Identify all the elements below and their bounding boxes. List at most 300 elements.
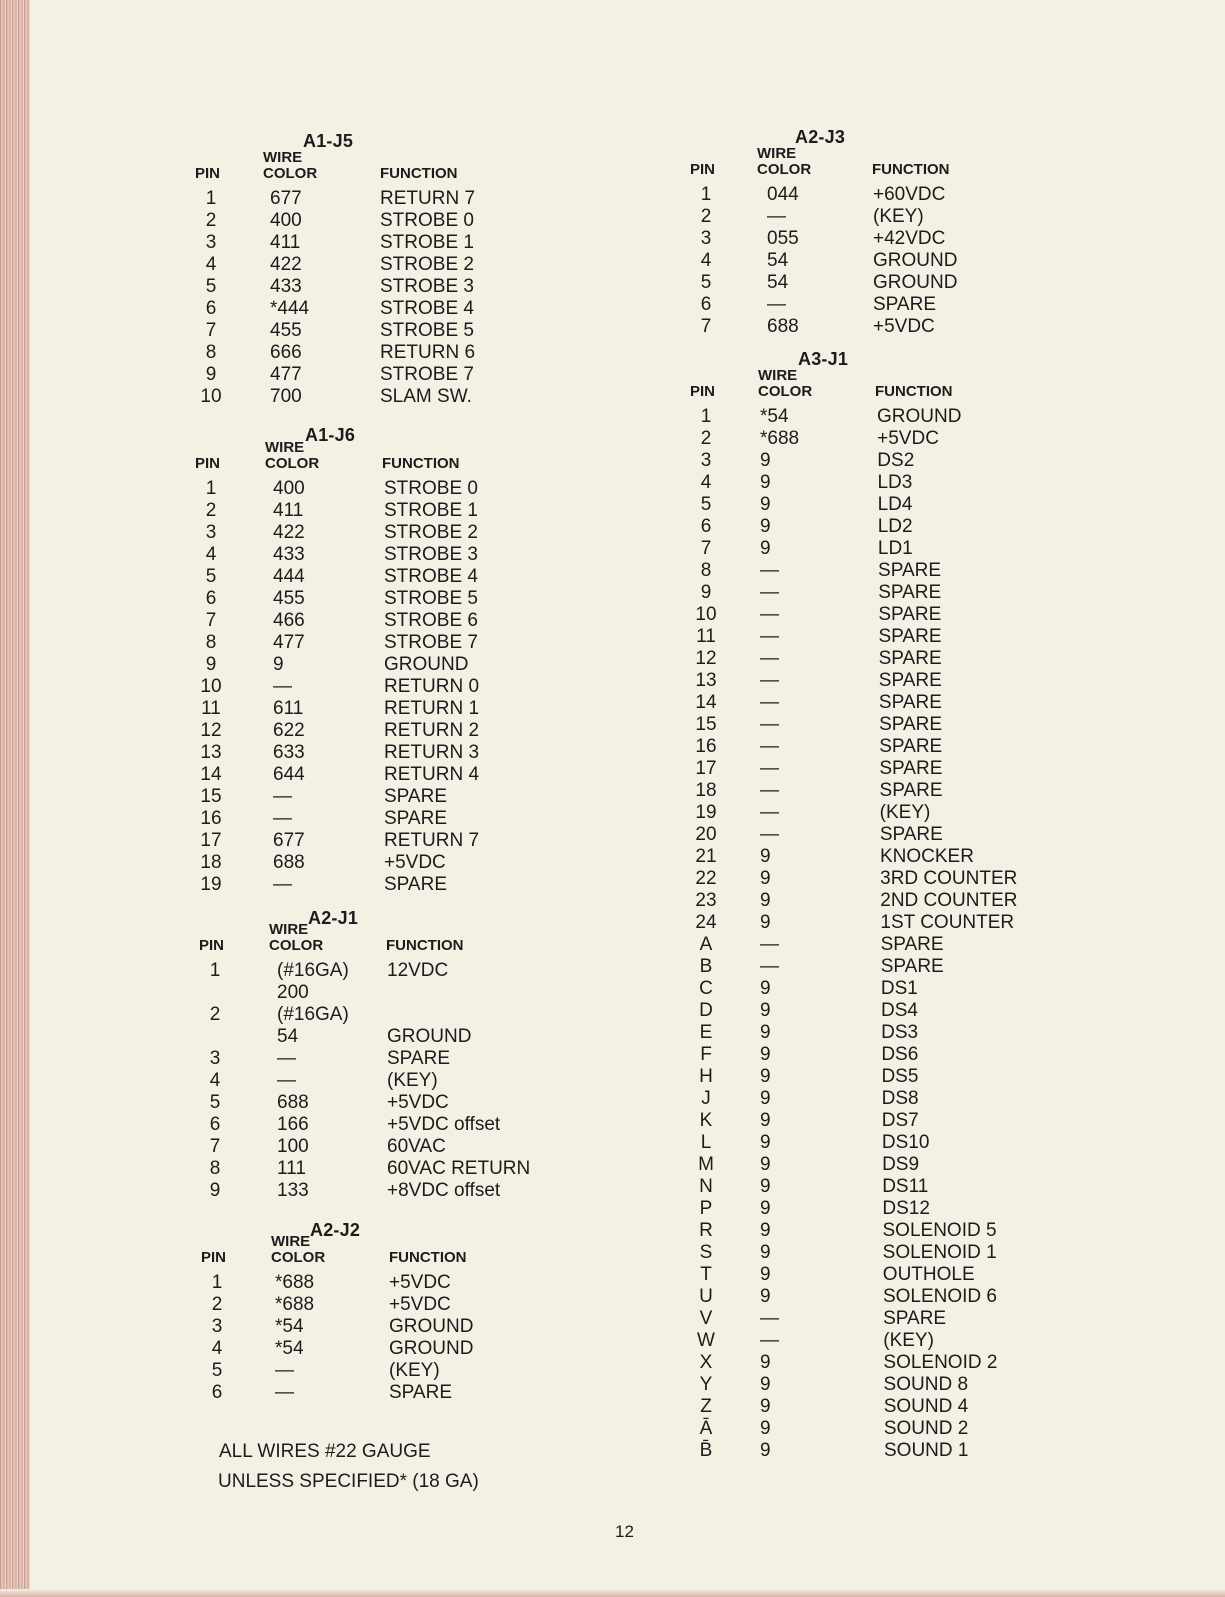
table-title: A2-J3: [795, 127, 846, 147]
wire-color-cell: —: [760, 604, 779, 625]
function-cell: SPARE: [878, 692, 942, 713]
pin-cell: Y: [699, 1374, 713, 1395]
pin-cell: 5: [205, 276, 217, 297]
function-cell: SPARE: [879, 736, 943, 757]
pin-cell: 7: [205, 610, 217, 631]
header-color: COLOR: [263, 165, 318, 182]
table-row: [195, 1294, 615, 1316]
wire-color-cell: 622: [273, 720, 305, 741]
pin-cell: 8: [205, 632, 217, 653]
header-pin: PIN: [195, 455, 221, 472]
pin-cell: L: [700, 1132, 712, 1153]
function-cell: RETURN 3: [384, 742, 480, 763]
wire-color-cell: 422: [270, 254, 302, 275]
function-cell: 2ND COUNTER: [880, 890, 1018, 911]
table-row: [690, 736, 1110, 758]
function-cell: STROBE 2: [384, 522, 478, 543]
function-cell: DS6: [881, 1044, 919, 1065]
table-row: [195, 764, 615, 786]
pin-cell: 5: [700, 272, 712, 293]
pin-cell: 17: [695, 758, 717, 779]
function-cell: 60VAC RETURN: [387, 1158, 531, 1179]
table-row: [195, 254, 615, 276]
pin-cell: X: [699, 1352, 713, 1373]
pin-cell: 11: [201, 698, 221, 719]
function-cell: GROUND: [387, 1026, 472, 1047]
function-cell: LD2: [877, 516, 913, 537]
pin-cell: 2: [211, 1294, 223, 1315]
function-cell: DS12: [882, 1198, 930, 1219]
function-cell: RETURN 4: [384, 764, 480, 785]
pin-cell: R: [699, 1220, 713, 1241]
pin-cell: 4: [209, 1070, 221, 1091]
function-cell: SPARE: [384, 874, 448, 895]
wire-color-cell: 9: [760, 1264, 771, 1285]
function-cell: SPARE: [879, 758, 943, 779]
wire-color-cell: 9: [760, 1418, 771, 1439]
pin-cell: Ā: [699, 1418, 713, 1439]
function-cell: SPARE: [879, 714, 943, 735]
wire-color-cell: —: [273, 676, 292, 697]
pin-cell: 14: [695, 692, 717, 713]
wire-color-cell: —: [760, 1308, 779, 1329]
function-cell: 60VAC: [387, 1136, 446, 1157]
function-cell: SOLENOID 2: [883, 1352, 998, 1373]
pin-cell: 9: [205, 654, 217, 675]
table-row: [195, 632, 615, 654]
wire-color-cell: 677: [273, 830, 305, 851]
wire-color-cell: 9: [760, 538, 771, 559]
gauge-note-line-2: UNLESS SPECIFIED* (18 GA): [218, 1471, 479, 1492]
header-wire: WIRE: [265, 439, 305, 456]
table-row: [690, 472, 1110, 494]
pin-cell: 7: [205, 320, 217, 341]
pin-cell: 12: [695, 648, 717, 669]
pin-cell: 20: [695, 824, 717, 845]
table-row: [690, 428, 1110, 450]
wire-color-cell: —: [760, 1330, 779, 1351]
table-row: [690, 1198, 1110, 1220]
function-cell: SPARE: [878, 648, 942, 669]
table-row: [195, 342, 615, 364]
wire-color-cell: 466: [273, 610, 305, 631]
table-row: [690, 1132, 1110, 1154]
wire-color-cell: 700: [270, 386, 302, 407]
header-color: COLOR: [265, 455, 320, 472]
function-cell: OUTHOLE: [882, 1264, 975, 1285]
wire-color-cell: 9: [760, 472, 771, 493]
wire-color-cell: *688: [275, 1272, 315, 1293]
table-row: [195, 1272, 615, 1294]
wire-color-cell: 688: [767, 316, 799, 337]
wire-color-cell: 477: [273, 632, 305, 653]
pin-cell: 7: [700, 538, 712, 559]
pin-cell: F: [700, 1044, 712, 1065]
table-row: [195, 830, 615, 852]
table-title: A3-J1: [798, 349, 849, 369]
pin-cell: 15: [695, 714, 717, 735]
wire-color-cell: 411: [270, 232, 301, 253]
table-row: [195, 1158, 615, 1180]
wire-color-cell: 9: [760, 1066, 771, 1087]
table-row: [195, 610, 615, 632]
wire-color-cell: 9: [760, 868, 771, 889]
pin-cell: 15: [200, 786, 222, 807]
wire-color-cell: 444: [273, 566, 305, 587]
function-cell: +5VDC offset: [387, 1114, 501, 1135]
table-row: [195, 1316, 615, 1338]
wire-color-cell: 9: [760, 1044, 771, 1065]
pin-cell: 9: [209, 1180, 221, 1201]
table-row: [195, 364, 615, 386]
table-row: [195, 874, 615, 896]
table-row: [690, 868, 1110, 890]
function-cell: +5VDC: [877, 428, 939, 449]
table-row: [195, 720, 615, 742]
pin-cell: 16: [200, 808, 222, 829]
pin-cell: H: [699, 1066, 713, 1087]
function-cell: STROBE 6: [384, 610, 478, 631]
function-cell: RETURN 7: [380, 188, 476, 209]
function-cell: 1ST COUNTER: [880, 912, 1015, 933]
function-cell: +5VDC: [387, 1092, 449, 1113]
table-row: [690, 1286, 1110, 1308]
table-row: [690, 1088, 1110, 1110]
wire-color-cell: 200: [277, 982, 309, 1003]
table-row: [195, 210, 615, 232]
wire-color-cell: 166: [277, 1114, 309, 1135]
pin-cell: 1: [205, 478, 217, 499]
page-bottom-edge: [0, 1589, 1225, 1597]
function-cell: +5VDC: [389, 1272, 451, 1293]
function-cell: RETURN 0: [384, 676, 480, 697]
pin-cell: 6: [205, 588, 217, 609]
wire-color-cell: 433: [273, 544, 305, 565]
wire-color-cell: 9: [760, 1352, 771, 1373]
function-cell: DS9: [882, 1154, 920, 1175]
function-cell: GROUND: [873, 272, 958, 293]
table-row: [690, 1176, 1110, 1198]
table-row: [690, 626, 1110, 648]
table-row: [195, 276, 615, 298]
function-cell: SPARE: [880, 934, 944, 955]
function-cell: SPARE: [878, 604, 942, 625]
wire-color-cell: 9: [273, 654, 284, 675]
table-row: [690, 670, 1110, 692]
table-row: [690, 846, 1110, 868]
table-row: [690, 1242, 1110, 1264]
pin-cell: 3: [205, 232, 217, 253]
table-row: [195, 960, 615, 982]
pin-cell: 9: [700, 582, 712, 603]
pin-cell: 3: [209, 1048, 221, 1069]
function-cell: SPARE: [883, 1308, 947, 1329]
wire-color-cell: 044: [767, 184, 799, 205]
function-cell: SPARE: [878, 670, 942, 691]
table-row: [690, 1154, 1110, 1176]
header-color: COLOR: [269, 937, 324, 954]
function-cell: DS11: [882, 1176, 929, 1197]
function-cell: SPARE: [878, 560, 942, 581]
wire-color-cell: 133: [277, 1180, 309, 1201]
table-row: [690, 1022, 1110, 1044]
pin-cell: E: [699, 1022, 713, 1043]
function-cell: SPARE: [879, 824, 943, 845]
function-cell: RETURN 7: [384, 830, 480, 851]
wire-color-cell: —: [760, 626, 779, 647]
function-cell: GROUND: [389, 1338, 474, 1359]
function-cell: DS1: [880, 978, 918, 999]
function-cell: +8VDC offset: [387, 1180, 501, 1201]
header-color: COLOR: [758, 383, 813, 400]
pin-cell: 9: [205, 364, 217, 385]
function-cell: SOUND 4: [883, 1396, 969, 1417]
table-row: [195, 522, 615, 544]
pin-cell: D: [699, 1000, 713, 1021]
table-title: A2-J1: [308, 908, 359, 928]
wire-color-cell: 9: [760, 1374, 771, 1395]
pin-cell: C: [699, 978, 713, 999]
function-cell: SPARE: [384, 808, 448, 829]
table-row: [195, 386, 615, 408]
table-row: [195, 1180, 615, 1202]
function-cell: SOUND 8: [883, 1374, 969, 1395]
pin-cell: 6: [700, 294, 712, 315]
table-row: [690, 228, 1110, 250]
function-cell: STROBE 3: [384, 544, 478, 565]
function-cell: (KEY): [389, 1360, 440, 1381]
header-pin: PIN: [201, 1249, 227, 1266]
table-row: [690, 692, 1110, 714]
header-wire: WIRE: [271, 1233, 311, 1250]
table-row: [690, 1264, 1110, 1286]
function-cell: SPARE: [384, 786, 448, 807]
function-cell: STROBE 3: [380, 276, 474, 297]
pin-cell: 3: [205, 522, 217, 543]
function-cell: SOUND 1: [884, 1440, 969, 1461]
wire-color-cell: *54: [275, 1316, 304, 1337]
wire-color-cell: *688: [275, 1294, 315, 1315]
pin-cell: 16: [695, 736, 717, 757]
wire-color-cell: —: [273, 808, 292, 829]
pin-cell: 2: [205, 500, 217, 521]
function-cell: STROBE 5: [384, 588, 478, 609]
wire-color-cell: 055: [767, 228, 799, 249]
wire-color-cell: 9: [760, 1396, 771, 1417]
function-cell: +5VDC: [873, 316, 935, 337]
table-row: [690, 184, 1110, 206]
table-row: [690, 824, 1110, 846]
pin-cell: Z: [700, 1396, 712, 1417]
wire-color-cell: 666: [270, 342, 302, 363]
wire-color-cell: —: [273, 874, 292, 895]
wire-color-cell: —: [760, 714, 779, 735]
pin-cell: 2: [205, 210, 217, 231]
wire-color-cell: *54: [275, 1338, 304, 1359]
table-row: [690, 802, 1110, 824]
pin-cell: M: [698, 1154, 714, 1175]
pin-cell: 8: [700, 560, 712, 581]
wire-color-cell: —: [760, 824, 779, 845]
function-cell: SOLENOID 5: [882, 1220, 997, 1241]
table-title: A1-J5: [303, 131, 354, 151]
function-cell: DS7: [881, 1110, 919, 1131]
pin-cell: 5: [700, 494, 712, 515]
header-color: COLOR: [757, 161, 812, 178]
wire-color-cell: 9: [760, 1110, 771, 1131]
table-row: [195, 1136, 615, 1158]
wire-color-cell: 9: [760, 890, 771, 911]
table-row: [195, 1026, 615, 1048]
function-cell: SPARE: [879, 780, 943, 801]
table-row: [195, 566, 615, 588]
wire-color-cell: 688: [273, 852, 305, 873]
table-row: [690, 714, 1110, 736]
pin-cell: 6: [205, 298, 217, 319]
pin-cell: 5: [211, 1360, 223, 1381]
wire-color-cell: 688: [277, 1092, 309, 1113]
wire-color-cell: —: [760, 560, 779, 581]
function-cell: STROBE 5: [380, 320, 474, 341]
pin-cell: U: [699, 1286, 713, 1307]
function-cell: DS5: [881, 1066, 919, 1087]
pin-cell: 5: [205, 566, 217, 587]
table-row: [690, 912, 1110, 934]
wire-color-cell: —: [275, 1360, 294, 1381]
wire-color-cell: —: [760, 582, 779, 603]
table-row: [195, 320, 615, 342]
function-cell: 12VDC: [387, 960, 449, 981]
pin-cell: 10: [695, 604, 717, 625]
wire-color-cell: 9: [760, 912, 771, 933]
wire-color-cell: —: [760, 758, 779, 779]
table-row: [690, 1044, 1110, 1066]
pin-cell: 8: [205, 342, 217, 363]
function-cell: +5VDC: [384, 852, 446, 873]
wire-color-cell: —: [767, 294, 786, 315]
function-cell: STROBE 7: [384, 632, 478, 653]
table-row: [195, 1360, 615, 1382]
function-cell: KNOCKER: [879, 846, 974, 867]
header-wire: WIRE: [757, 145, 797, 162]
table-row: [195, 786, 615, 808]
wire-color-cell: —: [760, 802, 779, 823]
pin-cell: W: [697, 1330, 715, 1351]
function-cell: GROUND: [384, 654, 469, 675]
header-pin: PIN: [195, 165, 221, 182]
table-row: [690, 1000, 1110, 1022]
function-cell: SPARE: [387, 1048, 451, 1069]
wire-color-cell: —: [760, 736, 779, 757]
table-row: [195, 698, 615, 720]
function-cell: SPARE: [389, 1382, 453, 1403]
table-row: [690, 1418, 1110, 1440]
pin-cell: J: [701, 1088, 711, 1109]
wire-color-cell: 9: [760, 450, 771, 471]
function-cell: DS8: [881, 1088, 919, 1109]
pin-cell: 7: [700, 316, 712, 337]
table-row: [195, 232, 615, 254]
pin-cell: S: [699, 1242, 713, 1263]
table-row: [690, 1352, 1110, 1374]
pin-cell: 4: [211, 1338, 223, 1359]
table-row: [690, 648, 1110, 670]
table-row: [690, 406, 1110, 428]
table-row: [690, 582, 1110, 604]
table-row: [195, 852, 615, 874]
table-row: [195, 544, 615, 566]
table-row: [690, 1440, 1110, 1462]
pin-cell: 2: [700, 206, 712, 227]
pin-cell: 3: [700, 228, 712, 249]
wire-color-cell: 9: [760, 1154, 771, 1175]
table-row: [195, 1114, 615, 1136]
wire-color-cell: 100: [277, 1136, 309, 1157]
pin-cell: B: [699, 956, 713, 977]
table-row: [690, 1308, 1110, 1330]
pin-cell: 1: [205, 188, 217, 209]
table-row: [690, 450, 1110, 472]
pin-cell: 1: [700, 184, 712, 205]
wire-color-cell: —: [760, 956, 779, 977]
wire-color-cell: 9: [760, 846, 771, 867]
wire-color-cell: 9: [760, 1022, 771, 1043]
wire-color-cell: 433: [270, 276, 302, 297]
function-cell: STROBE 0: [384, 478, 478, 499]
table-row: [690, 516, 1110, 538]
table-row: [690, 294, 1110, 316]
wire-color-cell: 9: [760, 1242, 771, 1263]
pin-cell: A: [699, 934, 713, 955]
function-cell: STROBE 7: [380, 364, 474, 385]
function-cell: SPARE: [873, 294, 937, 315]
pin-cell: 21: [695, 846, 717, 867]
pin-cell: 2: [700, 428, 712, 449]
table-row: [690, 978, 1110, 1000]
table-row: [690, 1396, 1110, 1418]
wire-color-cell: 54: [767, 250, 789, 271]
table-row: [195, 1092, 615, 1114]
page-number: 12: [615, 1522, 634, 1541]
function-cell: (KEY): [883, 1330, 934, 1351]
wire-color-cell: 455: [270, 320, 302, 341]
function-cell: +5VDC: [389, 1294, 451, 1315]
table-row: [690, 316, 1110, 338]
function-cell: +60VDC: [873, 184, 946, 205]
table-row: [195, 1338, 615, 1360]
wire-color-cell: 54: [277, 1026, 299, 1047]
pin-cell: 7: [209, 1136, 221, 1157]
function-cell: SPARE: [878, 582, 942, 603]
header-function: FUNCTION: [872, 161, 950, 178]
pin-cell: 17: [200, 830, 222, 851]
wire-color-cell: 400: [273, 478, 305, 499]
header-function: FUNCTION: [875, 383, 953, 400]
table-row: [690, 1330, 1110, 1352]
pin-cell: 18: [695, 780, 717, 801]
table-row: [690, 780, 1110, 802]
pin-cell: 23: [695, 890, 717, 911]
wire-color-cell: 9: [760, 978, 771, 999]
pin-cell: 1: [211, 1272, 223, 1293]
table-row: [195, 676, 615, 698]
wire-color-cell: 455: [273, 588, 305, 609]
function-cell: STROBE 1: [380, 232, 474, 253]
table-row: [690, 1110, 1110, 1132]
function-cell: GROUND: [877, 406, 962, 427]
function-cell: SOUND 2: [883, 1418, 969, 1439]
wire-color-cell: 644: [273, 764, 305, 785]
